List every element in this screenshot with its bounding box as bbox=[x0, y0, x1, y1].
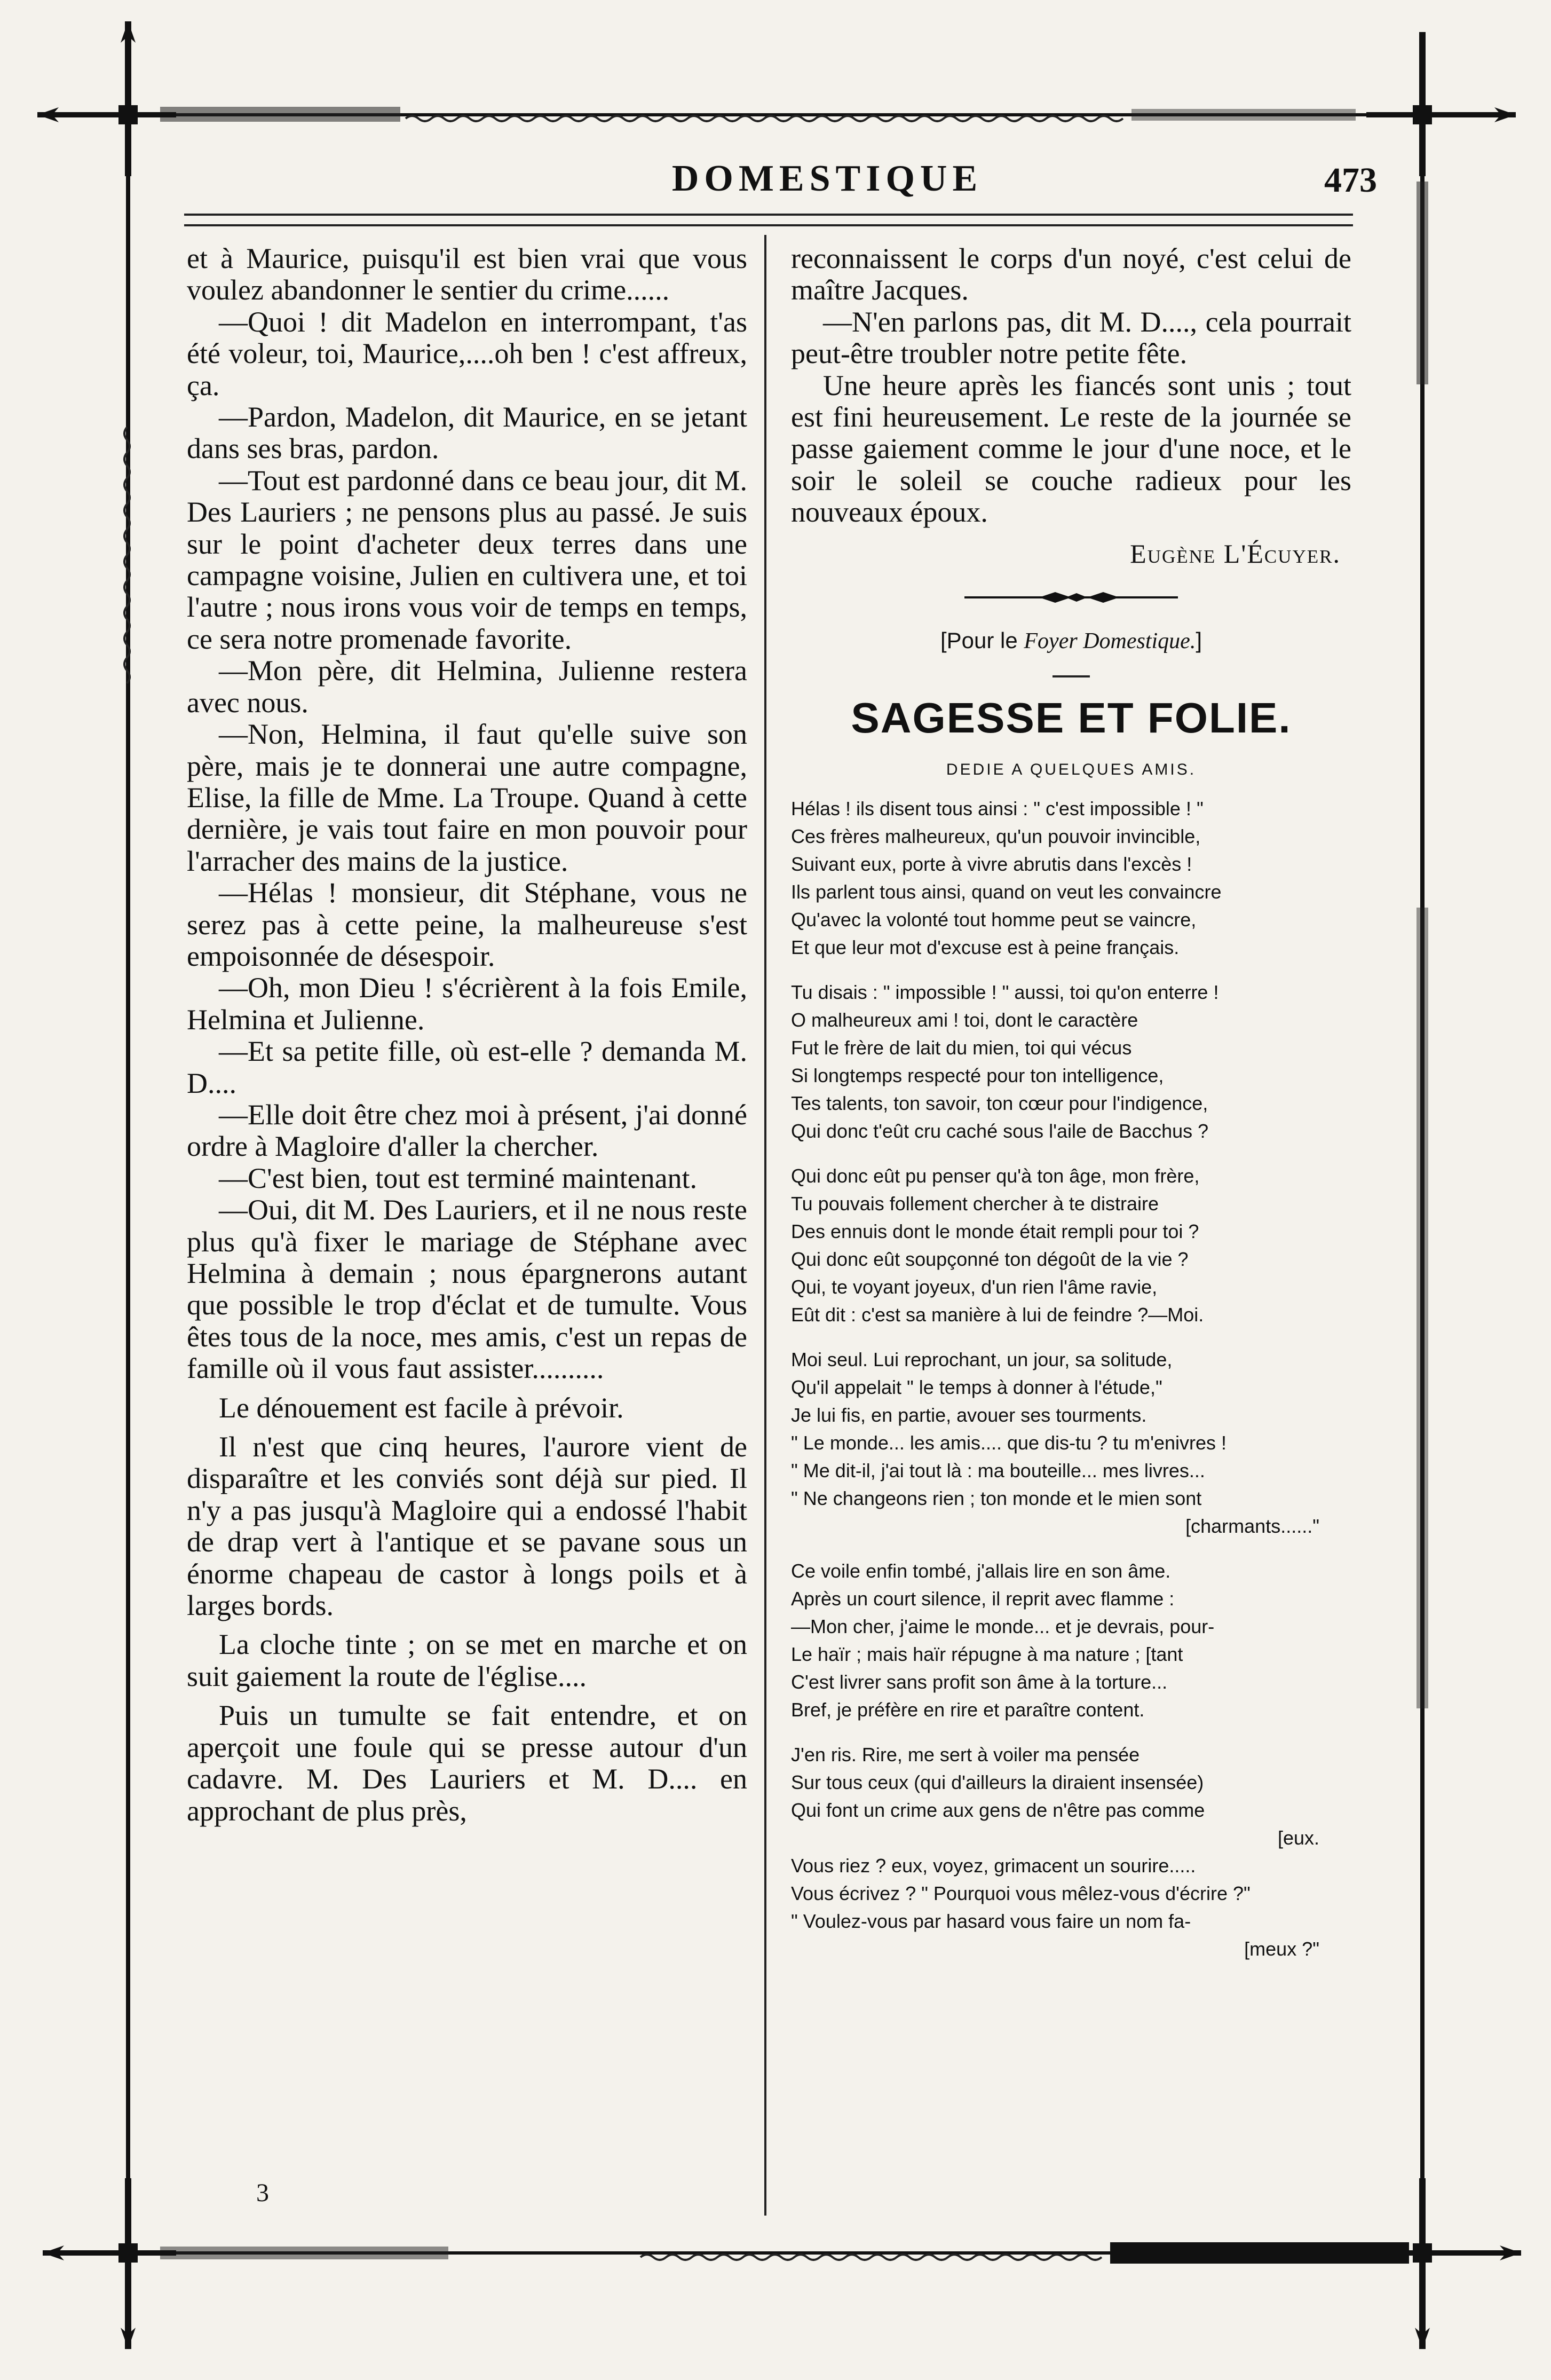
poem-line: Qu'il appelait " le temps à donner à l'étude," bbox=[791, 1376, 1162, 1398]
header-rule-top bbox=[184, 214, 1353, 216]
poem-line: Tu pouvais follement chercher à te distraire bbox=[791, 1192, 1159, 1215]
page-number: 473 bbox=[1324, 161, 1377, 200]
poem-line: Qui font un crime aux gens de n'être pas comme bbox=[791, 1799, 1205, 1821]
poem-line: Des ennuis dont le monde était rempli pour toi ? bbox=[791, 1220, 1199, 1242]
poem-line: —Mon cher, j'aime le monde... et je devrais, pour- bbox=[791, 1615, 1215, 1637]
left-paragraph: —Oui, dit M. Des Lauriers, et il ne nous reste plus qu'à fixer le mariage de Stéphane avec Helmina à demain ; nous épargnerons autant que possible le trop d'éclat et de tumulte. Vous êtes tous de la noce, mes amis, c'est un repas de famille où il vous faut assister.......... bbox=[187, 1194, 747, 1385]
left-paragraph: —Hélas ! monsieur, dit Stéphane, vous ne serez pas à cette peine, la malheureuse s'est empoisonnée de désespoir. bbox=[187, 877, 747, 972]
left-paragraph: —Oh, mon Dieu ! s'écrièrent à la fois Emile, Helmina et Julienne. bbox=[187, 972, 747, 1036]
left-paragraph: Le dénouement est facile à prévoir. bbox=[219, 1391, 624, 1424]
poem-line: " Me dit-il, j'ai tout là : ma bouteille... mes livres... bbox=[791, 1459, 1205, 1481]
right-column bbox=[791, 243, 1351, 1980]
poem-line: Je lui fis, en partie, avouer ses tourments. bbox=[791, 1404, 1147, 1426]
poem-line: Moi seul. Lui reprochant, un jour, sa solitude, bbox=[791, 1348, 1173, 1370]
poem-line: Qui, te voyant joyeux, d'un rien l'âme ravie, bbox=[791, 1275, 1158, 1298]
poem-stanza bbox=[791, 979, 1351, 1145]
poem-line: [charmants......" bbox=[1185, 1515, 1319, 1537]
short-rule bbox=[1053, 675, 1090, 677]
poem-line: Vous riez ? eux, voyez, grimacent un sourire..... bbox=[791, 1854, 1196, 1877]
left-paragraph: —Non, Helmina, il faut qu'elle suive son père, mais je te donnerai une autre compagne, Elise, la fille de Mme. La Troupe. Quand à cette dernière, je vais tout faire en mon pouvoir pour l'arracher des mains de la justice. bbox=[187, 718, 747, 877]
poem-line: Ce voile enfin tombé, j'allais lire en son âme. bbox=[791, 1559, 1171, 1582]
left-column bbox=[187, 243, 747, 1827]
poem-line: Qui donc t'eût cru caché sous l'aile de Bacchus ? bbox=[791, 1120, 1209, 1142]
right-paragraph: —N'en parlons pas, dit M. D...., cela pourrait peut-être troubler notre petite fête. bbox=[791, 305, 1351, 370]
poem-line: Hélas ! ils disent tous ainsi : " c'est impossible ! " bbox=[791, 797, 1204, 819]
poem-line: Tes talents, ton savoir, ton cœur pour l'indigence, bbox=[791, 1092, 1208, 1114]
column-divider bbox=[764, 235, 766, 2216]
poem-line: C'est livrer sans profit son âme à la torture... bbox=[791, 1670, 1168, 1693]
right-paragraph: Une heure après les fiancés sont unis ; tout est fini heureusement. Le reste de la journée se passe gaiement comme le jour d'une noce, et le soir le soleil se couche radieux pour les nouveaux époux. bbox=[791, 369, 1351, 529]
left-paragraph: Puis un tumulte se fait entendre, et on aperçoit une foule qui se presse autour d'un cadavre. M. Des Lauriers et M. D.... en approchant de plus près, bbox=[187, 1699, 747, 1827]
poem-line: Bref, je préfère en rire et paraître content. bbox=[791, 1698, 1145, 1721]
left-paragraph: La cloche tinte ; on se met en marche et on suit gaiement la route de l'église.... bbox=[187, 1628, 747, 1692]
poem-line: Qu'avec la volonté tout homme peut se vaincre, bbox=[791, 908, 1197, 931]
source-note-title: Foyer Domestique. bbox=[1024, 628, 1196, 653]
poem-line: O malheureux ami ! toi, dont le caractère bbox=[791, 1008, 1138, 1031]
story-ending bbox=[791, 243, 1351, 529]
poem-line: [meux ?" bbox=[1244, 1937, 1319, 1960]
source-note bbox=[791, 628, 1351, 654]
poem-line: " Voulez-vous par hasard vous faire un nom fa- bbox=[791, 1910, 1191, 1932]
poem-line: Suivant eux, porte à vivre abrutis dans l'excès ! bbox=[791, 853, 1192, 875]
poem-line: Fut le frère de lait du mien, toi qui vécus bbox=[791, 1036, 1132, 1059]
poem-line: Sur tous ceux (qui d'ailleurs la diraient insensée) bbox=[791, 1771, 1204, 1793]
poem-line: Tu disais : " impossible ! " aussi, toi qu'on enterre ! bbox=[791, 981, 1219, 1003]
left-paragraph: —C'est bien, tout est terminé maintenant. bbox=[219, 1162, 698, 1194]
poem-line: [eux. bbox=[1277, 1826, 1319, 1849]
header-rule-bottom bbox=[184, 224, 1353, 226]
left-paragraph: —Pardon, Madelon, dit Maurice, en se jetant dans ses bras, pardon. bbox=[187, 401, 747, 465]
poem-stanza bbox=[791, 1346, 1351, 1540]
source-note-prefix: [Pour le bbox=[940, 627, 1018, 653]
left-paragraph: —Tout est pardonné dans ce beau jour, dit M. Des Lauriers ; ne pensons plus au passé. Je suis sur le point d'acheter deux terres dans une campagne voisine, Julien en cultivera une, et toi l'autre ; nous irons vous voir de temps en temps, ce sera notre promenade favorite. bbox=[187, 464, 747, 655]
poem-line: Ils parlent tous ainsi, quand on veut les convaincre bbox=[791, 880, 1222, 903]
poem-line: Et que leur mot d'excuse est à peine français. bbox=[791, 936, 1180, 958]
left-paragraph: —Et sa petite fille, où est-elle ? demanda M. D.... bbox=[187, 1035, 747, 1099]
poem-stanza bbox=[791, 1162, 1351, 1329]
left-paragraph: —Quoi ! dit Madelon en interrompant, t'as été voleur, toi, Maurice,....oh ben ! c'est affreux, ça. bbox=[187, 305, 747, 401]
left-paragraph: —Mon père, dit Helmina, Julienne restera avec nous. bbox=[187, 655, 747, 719]
poem-line: Le haïr ; mais haïr répugne à ma nature ; [tant bbox=[791, 1643, 1183, 1665]
source-note-suffix: ] bbox=[1196, 627, 1202, 653]
left-paragraph: —Elle doit être chez moi à présent, j'ai donné ordre à Magloire d'aller la chercher. bbox=[187, 1098, 747, 1163]
poem-line: Ces frères malheureux, qu'un pouvoir invincible, bbox=[791, 825, 1201, 847]
poem-stanza bbox=[791, 1741, 1351, 1963]
right-paragraph: reconnaissent le corps d'un noyé, c'est celui de maître Jacques. bbox=[791, 242, 1351, 306]
author-signature: Eugène L'Écuyer. bbox=[1130, 538, 1341, 569]
poem-line: " Ne changeons rien ; ton monde et le mien sont bbox=[791, 1487, 1202, 1509]
poem-line: Vous écrivez ? " Pourquoi vous mêlez-vous d'écrire ?" bbox=[791, 1882, 1251, 1904]
poem-line: Eût dit : c'est sa manière à lui de feindre ?—Moi. bbox=[791, 1303, 1204, 1326]
poem-line: " Le monde... les amis.... que dis-tu ? tu m'enivres ! bbox=[791, 1431, 1227, 1454]
poem-line: Si longtemps respecté pour ton intelligence, bbox=[791, 1064, 1164, 1086]
poem-line: Qui donc eût soupçonné ton dégoût de la vie ? bbox=[791, 1248, 1189, 1270]
poem-line: Après un court silence, il reprit avec flamme : bbox=[791, 1587, 1175, 1610]
poem-line: Qui donc eût pu penser qu'à ton âge, mon frère, bbox=[791, 1164, 1200, 1187]
signature-mark: 3 bbox=[256, 2179, 269, 2207]
running-title: DOMESTIQUE bbox=[671, 158, 983, 199]
left-paragraph: Il n'est que cinq heures, l'aurore vient de disparaître et les conviés sont déjà sur pied. Il n'y a pas jusqu'à Magloire qui a endossé l'habit de drap vert à l'antique et se pavane sous un énorme chapeau de castor à longs poils et à larges bords. bbox=[187, 1431, 747, 1622]
poem-line: J'en ris. Rire, me sert à voiler ma pensée bbox=[791, 1743, 1140, 1766]
poem bbox=[791, 795, 1351, 1963]
poem-dedication: DEDIE A QUELQUES AMIS. bbox=[946, 760, 1197, 778]
left-paragraph: et à Maurice, puisqu'il est bien vrai que vous voulez abandonner le sentier du crime...... bbox=[187, 242, 747, 306]
poem-stanza bbox=[791, 1557, 1351, 1724]
ornament-divider-icon bbox=[959, 589, 1183, 605]
poem-stanza bbox=[791, 795, 1351, 962]
poem-title: SAGESSE ET FOLIE. bbox=[851, 693, 1292, 742]
